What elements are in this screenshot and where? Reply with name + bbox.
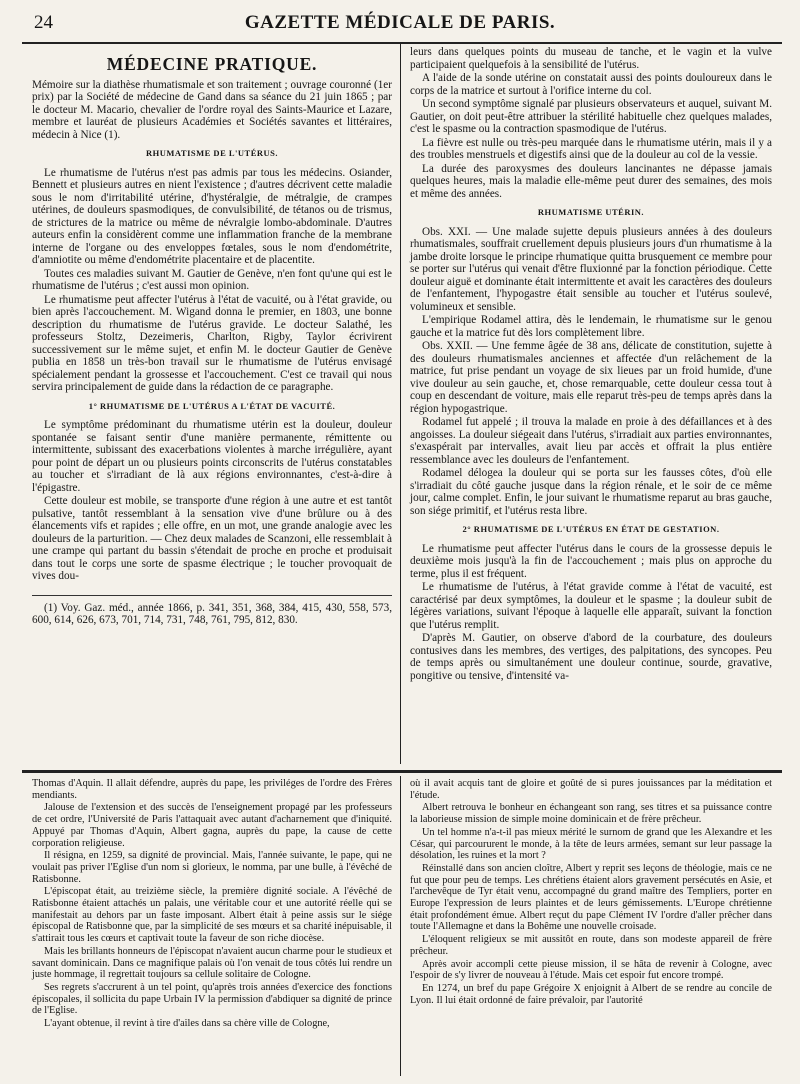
paragraph: Jalouse de l'extension et des succès de l'enseignement propagé par les professeurs de cet ordre, l'Université de Paris l'attaquait avec autant d'acharnement que d'iniquité. Appuyé par Thomas d'Aquin, Albert gagna, auprès du pape, la cause de cette corporation religieuse. [32, 802, 392, 849]
paragraph: Toutes ces maladies suivant M. Gautier de Genève, n'en font qu'une qui est le rhumatisme de l'utérus ; c'est aussi mon opinion. [32, 267, 392, 292]
page-number: 24 [34, 12, 53, 33]
column-divider-bottom [400, 776, 401, 1076]
footnote-block [32, 595, 392, 627]
paragraph: Le rhumatisme de l'utérus n'est pas admis par tous les médecins. Osiander, Bennett et plusieurs autres en nient l'existence ; d'autres décrivent cette maladie sous le nom d'irritabilité utérine, d'hystéralgie, de métralgie, de crampes utérines, de douleurs spasmodiques, de convulsibilité, de tétanos ou de trismus, de strictures de la matrice ou même de névralgie lombo-abdominale. D'autres auteurs enfin la considèrent comme une inflammation franche de la membrane interne de l'organe ou des enveloppes fœtales, sous le nom d'endométrite, d'amniotite ou même d'endométrite placentaire et de placentite. [32, 166, 392, 266]
paragraph: Un tel homme n'a-t-il pas mieux mérité le surnom de grand que les Alexandre et les César, qui parcoururent le monde, à la tête de leurs armées, semant sur leur passage la désolation, les ruines et la mort ? [410, 826, 772, 862]
paragraph: Rodamel délogea la douleur qui se porta sur les fausses côtes, d'où elle s'irradiait du côté gauche jusque dans la région rénale, et le soir de ce même jour, calme complet. Enfin, le jour suivant le rhumatisme reparut au bras gauche, son siége primitif, et l'utérus resta libre. [410, 467, 772, 517]
subsection-title: 1° RHUMATISME DE L'UTÉRUS A L'ÉTAT DE VACUITÉ. [88, 400, 336, 411]
journal-title: GAZETTE MÉDICALE DE PARIS. [244, 12, 556, 33]
paragraph: L'ayant obtenue, il revint à tire d'ailes dans sa chère ville de Cologne, [44, 1018, 330, 1030]
paragraph: Thomas d'Aquin. Il allait défendre, auprès du pape, les priviléges de l'ordre des Frères mendiants. [32, 778, 392, 801]
paragraph: leurs dans quelques points du museau de tanche, et le vagin et la vulve participaient quelquefois à la sensibilité de l'utérus. [410, 46, 772, 71]
paragraph: L'empirique Rodamel attira, dès le lendemain, le rhumatisme sur le genou gauche et la matrice fut dès lors complètement libre. [410, 314, 772, 339]
paragraph: Rodamel fut appelé ; il trouva la malade en proie à des défaillances et à des angoisses. La douleur siégeait dans l'utérus, s'irradiait aux parties environnantes, s'exaspérait par intervalles, avait lieu par accès et offrait la plus entière ressemblance avec les douleurs de l'enfantement. [410, 416, 772, 466]
paragraph: Le symptôme prédominant du rhumatisme utérin est la douleur, douleur spontanée se faisant sentir d'une manière permanente, rémittente ou intermittente, subissant des exacerbations violentes à marche irrégulière, ayant pour point de départ un ou plusieurs points circonscrits de l'utérus constatables au toucher et s'irradiant de là aux régions environnantes, c'est-à-dire à l'épigastre. [32, 419, 392, 494]
paragraph: La durée des paroxysmes des douleurs lancinantes ne dépasse jamais quelques heures, mais la maladie elle-même peut durer des semaines, des mois et même des années. [410, 162, 772, 200]
column-1 [32, 46, 392, 764]
header-rule [22, 42, 782, 44]
paragraph: Le rhumatisme peut affecter l'utérus à l'état de vacuité, ou à l'état gravide, ou bien après l'accouchement. M. Wigand donna le premier, en 1803, une bonne description du rhumatisme de l'utérus gravide. Le docteur Salathé, les professeurs Stoltz, Dezeimeris, Charlton, Rigby, Taylor écrivirent successivement sur le même sujet, et enfin M. le docteur Gautier de Genève publia en 1858 un très-bon travail sur le rhumatisme de l'utérus envisagé spécialement pendant la grossesse et l'accouchement. C'est ce travail qui nous servira principalement de guide dans la rédaction de ce paragraphe. [32, 293, 392, 393]
paragraph: A l'aide de la sonde utérine on constatait aussi des points douloureux dans le corps de la matrice et surtout à l'orifice interne du col. [410, 72, 772, 97]
subsection-title: RHUMATISME DE L'UTÉRUS. [145, 148, 278, 158]
paragraph: D'après M. Gautier, on observe d'abord de la courbature, des douleurs contusives dans les membres, des vertiges, des palpitations, des syncopes. Peu de temps après ou simultanément une douleur continue, sourde, gravative, pongitive ou tensive, d'intensité va- [410, 632, 772, 682]
paragraph: L'épiscopat était, au treizième siècle, la première dignité sociale. A l'évêché de Ratisbonne étaient attachés un palais, une véritable cour et une autorité réelle qui se manifestait au dehors par un faste imposant. Albert était à peine assis sur le siége épiscopal de Ratisbonne que, par la simplicité de ses mœurs et sa charité inépuisable, il s'attirait tous les cœurs et captivait toute la faveur de son riche diocèse. [32, 886, 392, 945]
page-header [10, 8, 790, 42]
paragraph: Albert retrouva le bonheur en échangeant son rang, ses titres et sa puissance contre la laborieuse mission de simple moine dominicain et de frère prêcheur. [410, 802, 772, 826]
paragraph: Cette douleur est mobile, se transporte d'une région à une autre et est tantôt pulsative, tantôt ressemblant à la sensation vive d'une brûlure ou à des élancements vifs et rapides ; elle offre, en un mot, une grande analogie avec les douleurs de la parturition. — Chez deux malades de Scanzoni, elle ressemblait à une crampe qui partant du bassin s'étendait de proche en proche et produisait dans tout le corps une sorte de spasme électrique ; le toucher provoquait de vives dou- [32, 495, 392, 582]
memoir-title: Mémoire sur la diathèse rhumatismale et son traitement ; ouvrage couronné (1er prix) par la Société de médecine de Gand dans sa séance du 21 juin 1865 ; par le docteur M. Macario, chevalier de l'ordre royal des Saints-Maurice et Lazare, membre et lauréat de plusieurs Académies et Sociétés savantes et littéraires, médecin à Nice (1). [32, 78, 392, 141]
subsection-title: RHUMATISME UTÉRIN. [537, 207, 645, 217]
observation-22: Obs. XXII. — Une femme âgée de 38 ans, délicate de constitution, sujette à des douleurs rhumatismales anciennes et affectée d'un relâchement de la matrice, fut prise pendant un voyage de six lieues par un froid humide, d'une vive douleur au sein gauche, et, chose remarquable, cette douleur cessa tout à coup en descendant de voiture, mais elle reparut très-peu de temps après dans la région hypogastrique. [410, 340, 772, 415]
paragraph: Le rhumatisme peut affecter l'utérus dans le cours de la grossesse depuis le deuxième mois jusqu'à la fin de l'accouchement ; mais plus on approche du terme, plus il est fréquent. [410, 542, 772, 580]
column-3 [32, 778, 392, 1078]
paragraph: Mais les brillants honneurs de l'épiscopat n'avaient aucun charme pour le studieux et savant dominicain. Dans ce magnifique palais où l'on venait de tous côtés lui rendre un juste hommage, il regrettait toujours sa cellule solitaire de Cologne. [32, 945, 392, 981]
paragraph: Le rhumatisme de l'utérus, à l'état gravide comme à l'état de vacuité, est caractérisé par deux symptômes, la douleur et le spasme ; la douleur subit de légères variations, suivant l'époque à laquelle elle apparaît, suivant la fonction que l'utérus remplit. [410, 581, 772, 631]
section-divider [22, 770, 782, 773]
paragraph: La fièvre est nulle ou très-peu marquée dans le rhumatisme utérin, mais il y a des troubles menstruels et digestifs ainsi que de la douleur au col de la vessie. [410, 136, 772, 161]
section-title: MÉDECINE PRATIQUE. [106, 54, 318, 74]
paragraph: Réinstallé dans son ancien cloître, Albert y reprit ses leçons de théologie, mais ce ne fut que pour peu de temps. Les chrétiens étaient alors gravement persécutés en Asie, et l'archevêque de Tyr était venu, accompagné du grand maître des Templiers, porter en Europe l'expression de leurs plaintes et de leurs gémissements. L'Europe chrétienne était profondément émue. Albert reçut du pape Clément IV l'ordre d'aller prêcher dans toute l'Allemagne et dans la Bohême une nouvelle croisade. [410, 862, 772, 933]
column-4 [410, 778, 772, 1078]
paragraph: Il résigna, en 1259, sa dignité de provincial. Mais, l'année suivante, le pape, qui ne voulait pas priver l'Eglise d'un nom si glorieux, le nomma, par une bulle, à l'évêché de Ratisbonne. [32, 850, 392, 885]
observation-21: Obs. XXI. — Une malade sujette depuis plusieurs années à des douleurs rhumatismales, souffrait cruellement depuis plusieurs jours d'un rhumatisme à la jambe droite lorsque le principe rhumatique quitta brusquement ce membre pour se porter sur l'utérus qui venait d'être fluxionné par la fonction périodique. Cette douleur aiguë et dominante était intermittente et avait les caractères des douleurs de l'enfantement, l'hypogastre était sensible au toucher et l'utérus soulevé, volumineux et sensible. [410, 225, 772, 313]
paragraph: En 1274, un bref du pape Grégoire X enjoignit à Albert de se rendre au concile de Lyon. Il lui était ordonné de faire prévaloir, par l'autorité [410, 982, 772, 1006]
paragraph: Après avoir accompli cette pieuse mission, il se hâta de revenir à Cologne, avec l'espoir de s'y livrer de nouveau à l'étude. Mais cet espoir fut encore trompé. [410, 958, 772, 982]
column-divider-top [400, 44, 401, 764]
footnote: (1) Voy. Gaz. méd., année 1866, p. 341, 351, 368, 384, 415, 430, 558, 573, 600, 614, 626, 673, 701, 714, 731, 748, 761, 795, 812, 830. [32, 601, 392, 626]
paragraph: Un second symptôme signalé par plusieurs observateurs et auquel, suivant M. Gautier, on doit peut-être attribuer la stérilité habituelle chez quelques malades, c'est le spasme ou la contraction spasmodique de l'utérus. [410, 98, 772, 135]
paragraph: Ses regrets s'accrurent à un tel point, qu'après trois années d'exercice des fonctions épiscopales, il sollicita du pape Urbain IV la permission d'abdiquer sa dignité de prince de l'Eglise. [32, 981, 392, 1017]
subsection-title: 2° RHUMATISME DE L'UTÉRUS EN ÉTAT DE GESTATION. [462, 524, 720, 534]
paragraph: où il avait acquis tant de gloire et goûté de si pures jouissances par la méditation et l'étude. [410, 778, 772, 801]
column-2 [410, 46, 772, 764]
paragraph: L'éloquent religieux se mit aussitôt en route, dans son modeste appareil de frère prêcheur. [410, 934, 772, 957]
